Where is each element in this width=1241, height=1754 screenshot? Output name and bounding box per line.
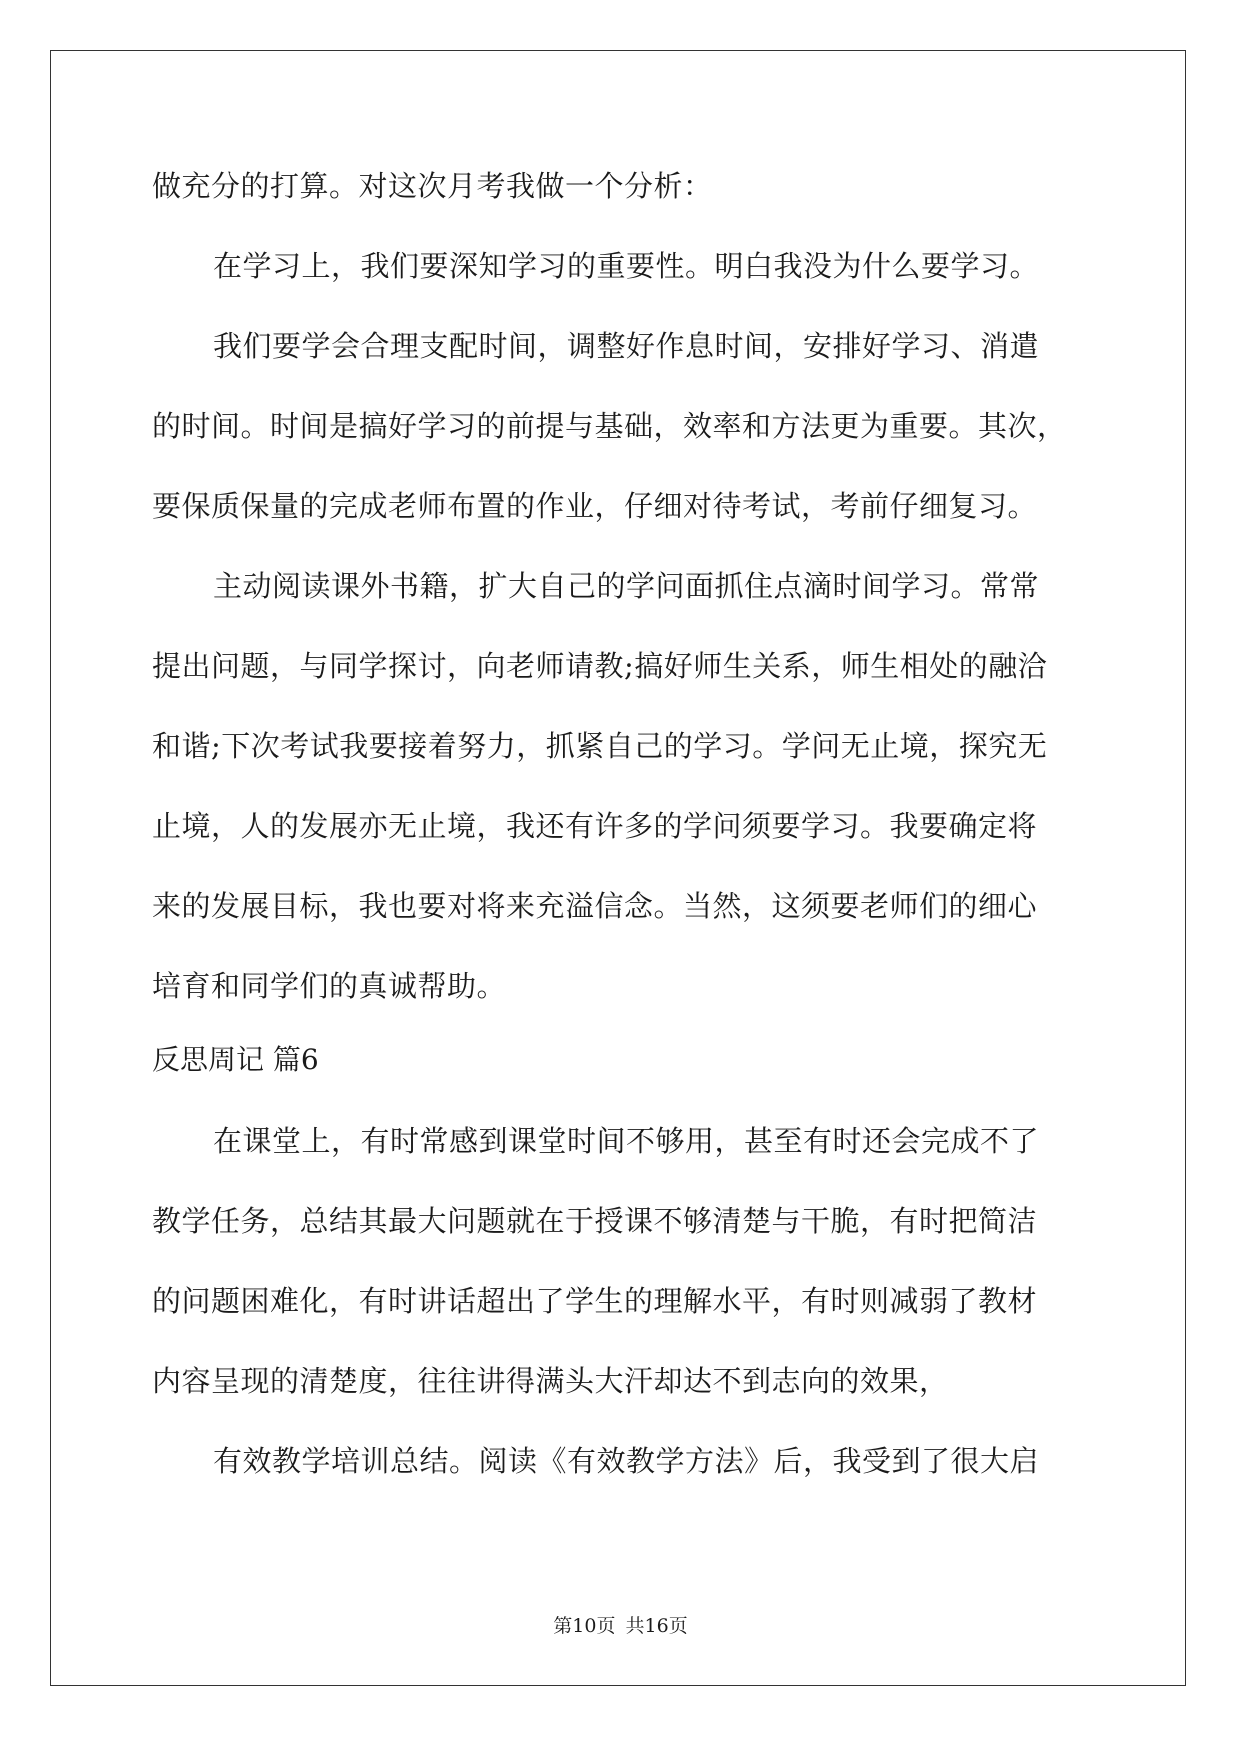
- page-number: 第10页: [553, 1615, 616, 1637]
- paragraph-line: 在学习上，我们要深知学习的重要性。明白我没为什么要学习。: [213, 249, 1040, 283]
- section-heading: 反思周记 篇6: [152, 1043, 319, 1076]
- paragraph-line: 主动阅读课外书籍，扩大自己的学问面抓住点滴时间学习。常常: [213, 569, 1040, 603]
- paragraph-line: 提出问题，与同学探讨，向老师请教;搞好师生关系，师生相处的融洽: [152, 649, 1048, 683]
- paragraph-line: 做充分的打算。对这次月考我做一个分析：: [152, 169, 713, 203]
- paragraph-line: 止境，人的发展亦无止境，我还有许多的学问须要学习。我要确定将: [152, 809, 1038, 843]
- paragraph-line: 来的发展目标，我也要对将来充溢信念。当然，这须要老师们的细心: [152, 889, 1038, 923]
- paragraph-line: 教学任务，总结其最大问题就在于授课不够清楚与干脆，有时把简洁: [152, 1204, 1038, 1238]
- paragraph-line: 和谐;下次考试我要接着努力，抓紧自己的学习。学问无止境，探究无: [152, 729, 1048, 763]
- paragraph-line: 有效教学培训总结。阅读《有效教学方法》后，我受到了很大启: [213, 1444, 1040, 1478]
- paragraph-line: 我们要学会合理支配时间，调整好作息时间，安排好学习、消遣: [213, 329, 1040, 363]
- paragraph-line: 的时间。时间是搞好学习的前提与基础，效率和方法更为重要。其次，: [152, 409, 1067, 443]
- paragraph-line: 内容呈现的清楚度，往往讲得满头大汗却达不到志向的效果，: [152, 1364, 949, 1398]
- page-total: 共16页: [625, 1615, 688, 1637]
- paragraph-line: 培育和同学们的真诚帮助。: [152, 969, 507, 1003]
- paragraph-line: 在课堂上，有时常感到课堂时间不够用，甚至有时还会完成不了: [213, 1124, 1040, 1158]
- page-footer: [0, 1613, 1241, 1639]
- paragraph-line: 要保质保量的完成老师布置的作业，仔细对待考试，考前仔细复习。: [152, 489, 1038, 523]
- paragraph-line: 的问题困难化，有时讲话超出了学生的理解水平，有时则减弱了教材: [152, 1284, 1038, 1318]
